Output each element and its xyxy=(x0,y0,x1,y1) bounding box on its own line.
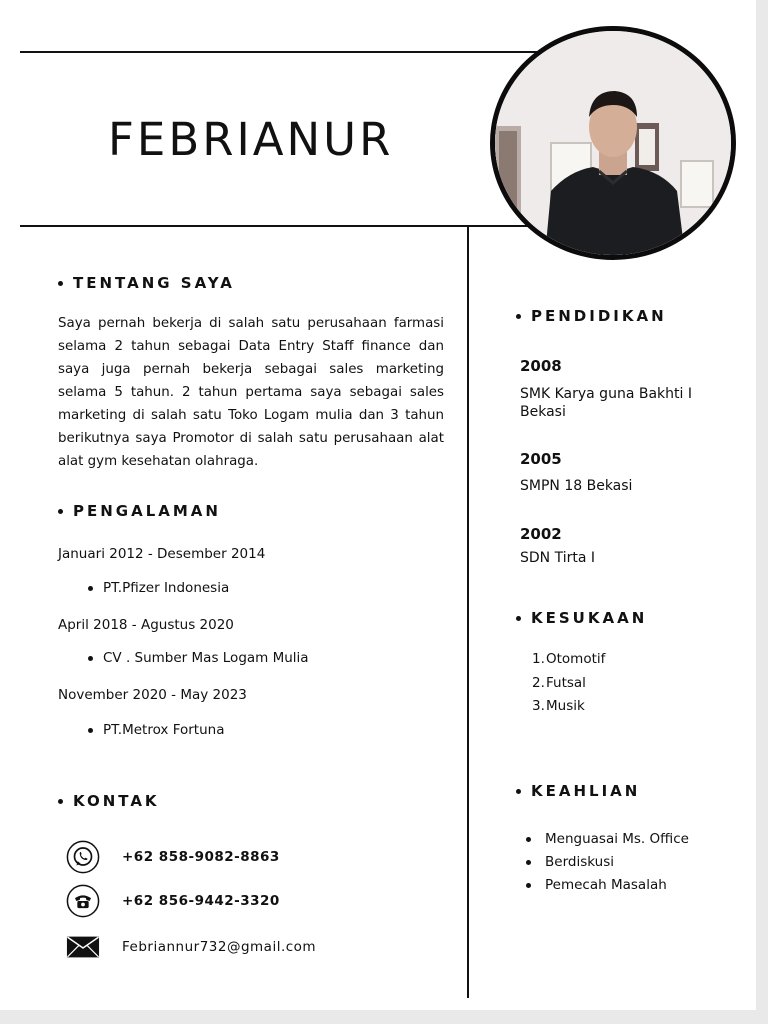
about-text: Saya pernah bekerja di salah satu perusahaan farmasi selama 2 tahun sebagai Data Entry Staff finance dan saya juga pernah bekerja sebagai sales marketing selama 5 tahun. 2 tahun pertama saya sebagai sales marketing di salah satu Toko Logam mulia dan 3 tahun berikutnya saya Promotor di salah satu perusahaan alat alat gym kesehatan olahraga. xyxy=(58,316,444,469)
experience-section-title xyxy=(58,502,221,520)
experience-period: November 2020 - May 2023 xyxy=(58,687,247,703)
contact-email xyxy=(66,930,316,964)
contact-section-title xyxy=(58,792,160,810)
list-item xyxy=(532,695,605,719)
education-year: 2008 xyxy=(520,357,562,375)
skill-label: Berdiskusi xyxy=(545,854,614,870)
list-bullet xyxy=(526,837,531,842)
list-item xyxy=(526,851,689,874)
hobby-label: Otomotif xyxy=(546,651,606,667)
education-school: SDN Tirta I xyxy=(520,550,596,566)
email-address: Febriannur732@gmail.com xyxy=(122,939,317,955)
experience-company xyxy=(88,722,224,738)
list-bullet xyxy=(526,883,531,888)
phone-number: +62 856-9442-3320 xyxy=(122,893,280,909)
hobby-label: Futsal xyxy=(546,674,586,691)
experience-period: Januari 2012 - Desember 2014 xyxy=(58,546,266,562)
column-divider xyxy=(467,226,469,998)
profile-photo xyxy=(490,26,736,260)
experience-period: April 2018 - Agustus 2020 xyxy=(58,617,234,633)
top-divider xyxy=(20,51,540,53)
skill-label: Pemecah Masalah xyxy=(545,877,667,893)
list-item xyxy=(526,828,689,851)
education-title-text: PENDIDIKAN xyxy=(531,307,667,325)
title-bullet xyxy=(58,509,63,514)
list-item xyxy=(532,672,605,696)
item-number: 1. xyxy=(532,651,545,667)
experience-title-text: PENGALAMAN xyxy=(73,502,221,520)
header-divider xyxy=(20,225,540,227)
whatsapp-number: +62 858-9082-8863 xyxy=(122,849,280,865)
item-number: 2. xyxy=(532,674,545,691)
education-school: SMK Karya guna Bakhti I Bekasi xyxy=(520,386,692,420)
hobbies-title-text: KESUKAAN xyxy=(531,609,648,627)
hobby-label: Musik xyxy=(546,698,585,714)
education-year: 2005 xyxy=(520,450,562,468)
title-bullet xyxy=(516,314,521,319)
contact-whatsapp xyxy=(66,840,280,874)
education-school: SMPN 18 Bekasi xyxy=(520,478,633,494)
whatsapp-icon xyxy=(66,840,100,874)
list-bullet xyxy=(526,860,531,865)
list-item xyxy=(532,648,605,672)
experience-company xyxy=(88,650,309,666)
hobbies-section-title xyxy=(516,609,647,627)
telephone-icon xyxy=(66,884,100,918)
list-bullet xyxy=(88,728,93,733)
item-number: 3. xyxy=(532,698,545,714)
education-section-title xyxy=(516,307,667,325)
experience-company xyxy=(88,580,229,596)
company-name: PT.Pfizer Indonesia xyxy=(103,580,230,596)
contact-phone xyxy=(66,884,280,918)
title-bullet xyxy=(58,281,63,286)
page-title: FEBRIANUR xyxy=(108,113,394,166)
hobbies-list xyxy=(532,648,605,719)
list-bullet xyxy=(88,586,93,591)
company-name: CV . Sumber Mas Logam Mulia xyxy=(103,650,309,666)
envelope-icon xyxy=(66,930,100,964)
title-bullet xyxy=(516,616,521,621)
about-section-title xyxy=(58,274,235,292)
skills-list xyxy=(526,828,689,897)
skills-title-text: KEAHLIAN xyxy=(531,782,641,800)
about-title-text: TENTANG SAYA xyxy=(73,274,235,292)
title-bullet xyxy=(516,789,521,794)
education-year: 2002 xyxy=(520,525,562,543)
list-item xyxy=(526,874,689,897)
company-name: PT.Metrox Fortuna xyxy=(103,722,225,738)
title-bullet xyxy=(58,799,63,804)
skill-label: Menguasai Ms. Office xyxy=(545,831,689,847)
list-bullet xyxy=(88,656,93,661)
skills-section-title xyxy=(516,782,640,800)
contact-title-text: KONTAK xyxy=(73,792,160,810)
